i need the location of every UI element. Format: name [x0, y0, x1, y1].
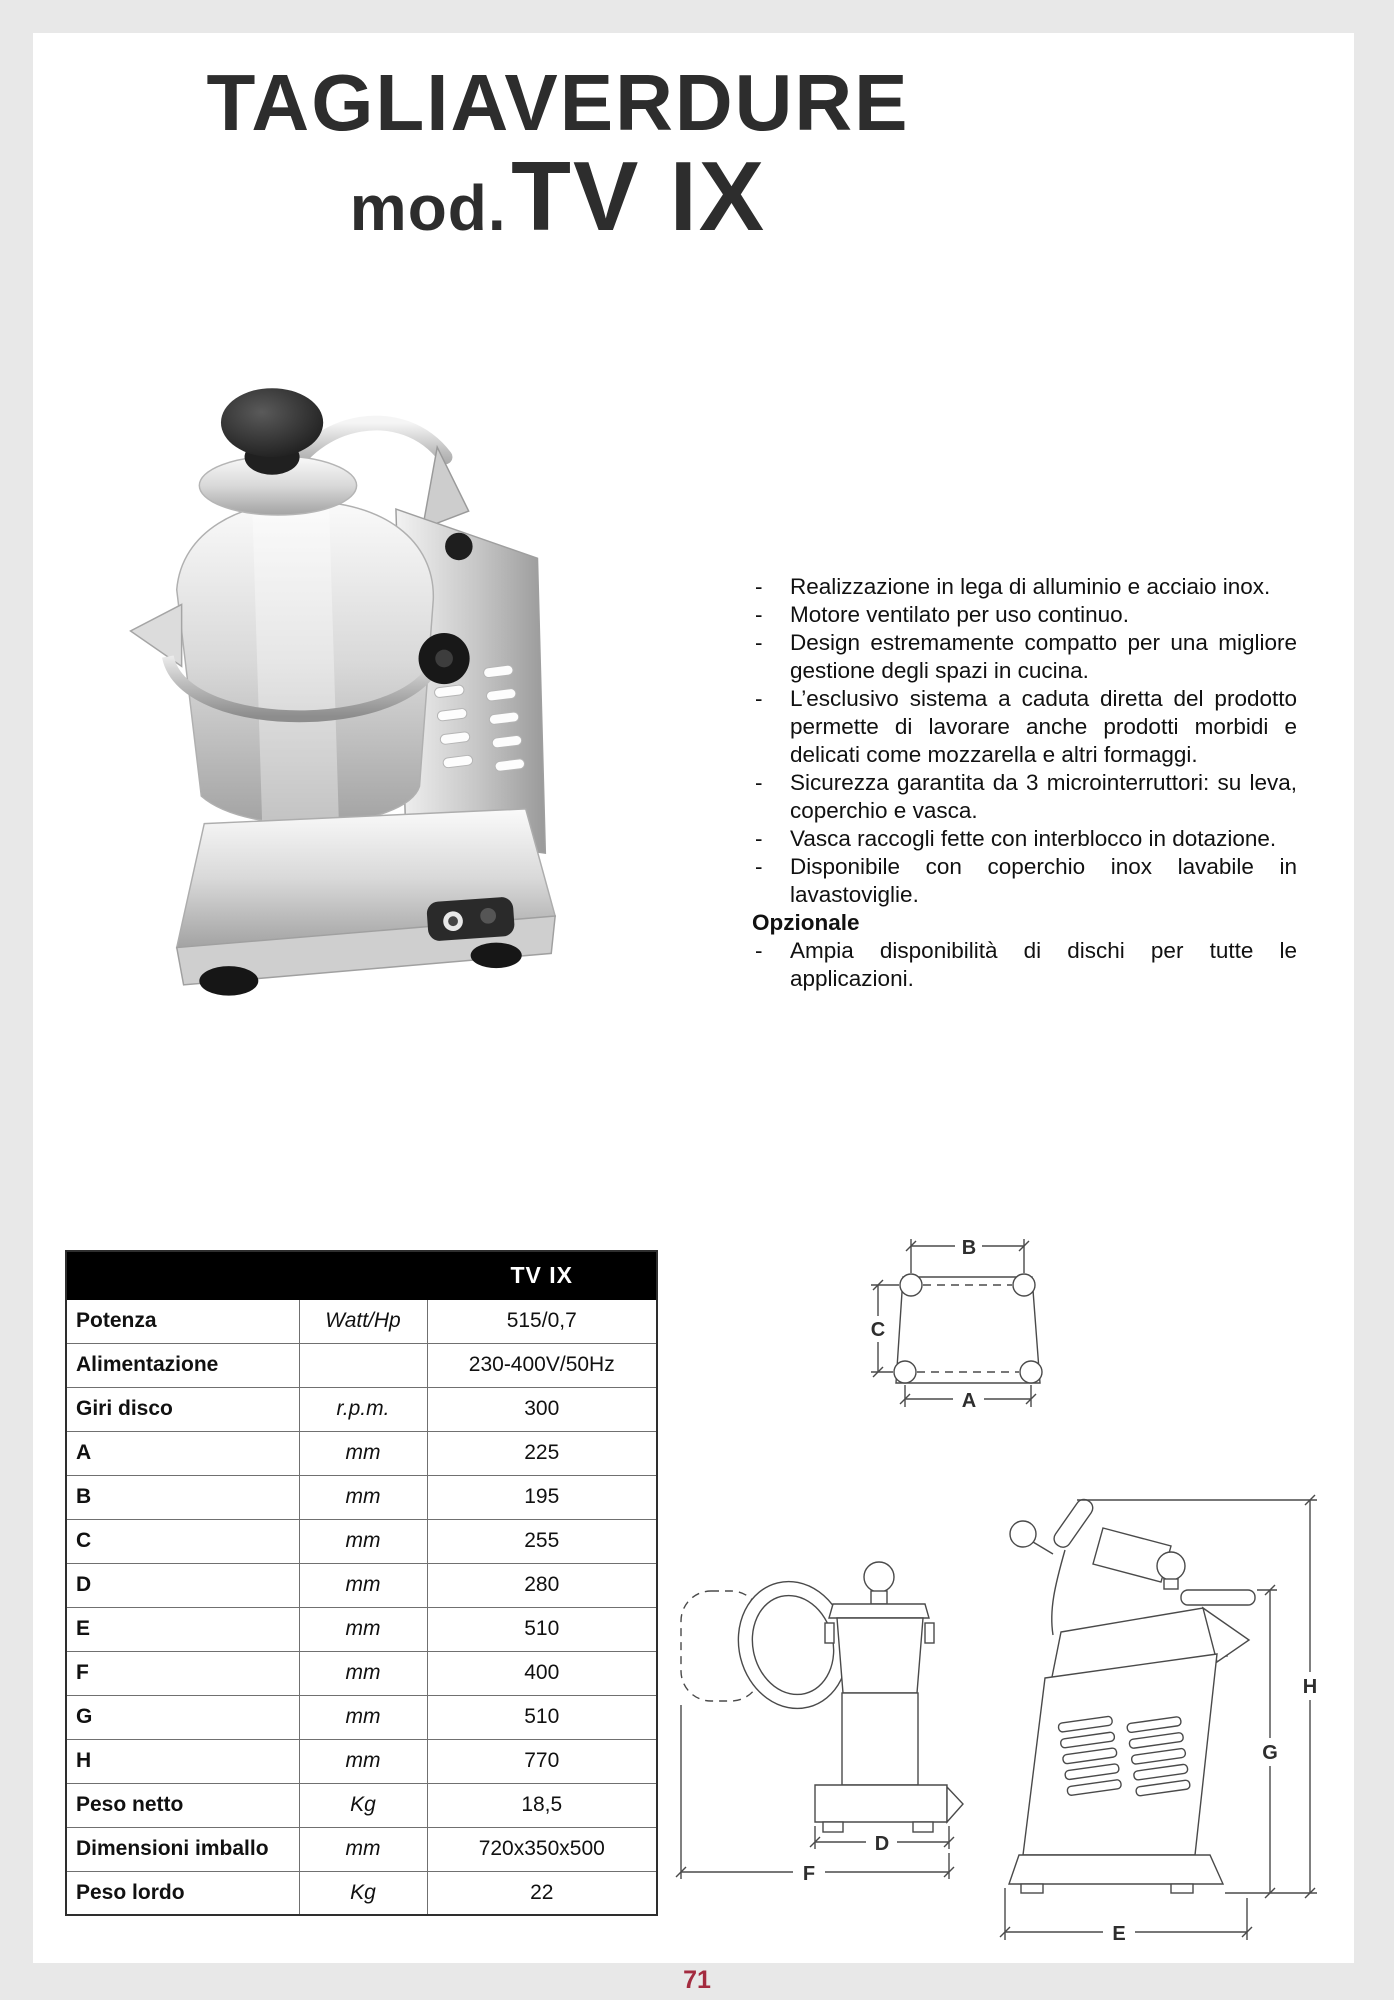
feature-text: Design estremamente compatto per una migliore gestione degli spazi in cucina.	[790, 630, 1297, 683]
spec-unit	[299, 1343, 427, 1387]
spec-value: 225	[427, 1431, 657, 1475]
spec-value: 400	[427, 1651, 657, 1695]
spec-value: 280	[427, 1563, 657, 1607]
table-row	[66, 1563, 657, 1607]
dim-label-D: D	[874, 1833, 890, 1855]
feature-item	[752, 937, 1297, 993]
spec-value: 255	[427, 1519, 657, 1563]
bullet-dash: -	[755, 630, 763, 655]
dim-label-G: G	[1262, 1742, 1278, 1764]
optional-heading: Opzionale	[752, 910, 860, 935]
spec-label: C	[66, 1519, 299, 1563]
table-row	[66, 1343, 657, 1387]
spec-label: Dimensioni imballo	[66, 1827, 299, 1871]
page-number: 71	[683, 1966, 711, 1994]
spec-unit: mm	[299, 1739, 427, 1783]
spec-unit: mm	[299, 1651, 427, 1695]
spec-label: Peso netto	[66, 1783, 299, 1827]
table-row	[66, 1519, 657, 1563]
feature-item	[752, 769, 1297, 825]
feature-item	[752, 825, 1297, 853]
power-switch	[426, 896, 515, 941]
page-subtitle	[53, 141, 1063, 251]
model-name: TV IX	[511, 141, 767, 251]
spec-label: A	[66, 1431, 299, 1475]
spec-value: 300	[427, 1387, 657, 1431]
spec-label: Peso lordo	[66, 1871, 299, 1915]
spec-label: Giri disco	[66, 1387, 299, 1431]
table-row	[66, 1607, 657, 1651]
spec-value: 770	[427, 1739, 657, 1783]
spec-value: 230-400V/50Hz	[427, 1343, 657, 1387]
spec-label: B	[66, 1475, 299, 1519]
table-row	[66, 1387, 657, 1431]
table-row	[66, 1695, 657, 1739]
feature-item	[752, 685, 1297, 769]
bowl	[131, 501, 470, 825]
dim-label-C: C	[870, 1319, 886, 1341]
dim-label-A: A	[961, 1390, 977, 1410]
bullet-dash: -	[755, 574, 763, 599]
spec-unit: mm	[299, 1431, 427, 1475]
feature-text: Ampia disponibilità di dischi per tutte le applicazioni.	[790, 938, 1297, 991]
spec-value: 195	[427, 1475, 657, 1519]
feature-list	[752, 573, 1297, 993]
spec-unit: Kg	[299, 1871, 427, 1915]
side-view-diagram	[965, 1470, 1345, 1960]
top-view-diagram	[865, 1215, 1070, 1410]
feature-item	[752, 853, 1297, 909]
table-row	[66, 1299, 657, 1343]
bullet-dash: -	[755, 770, 763, 795]
table-row	[66, 1871, 657, 1915]
spec-value: 515/0,7	[427, 1299, 657, 1343]
bullet-dash: -	[755, 826, 763, 851]
feature-item	[752, 629, 1297, 685]
bullet-dash: -	[755, 686, 763, 711]
table-row	[66, 1431, 657, 1475]
spec-unit: mm	[299, 1607, 427, 1651]
product-photo	[103, 358, 565, 1018]
spec-value: 18,5	[427, 1783, 657, 1827]
front-view-diagram	[665, 1525, 965, 1900]
spec-label: Potenza	[66, 1299, 299, 1343]
title-block	[53, 58, 1063, 251]
table-row	[66, 1783, 657, 1827]
spec-label: E	[66, 1607, 299, 1651]
table-row	[66, 1827, 657, 1871]
table-row	[66, 1651, 657, 1695]
dim-label-E: E	[1112, 1923, 1126, 1945]
feature-text: Sicurezza garantita da 3 microinterruttori: su leva, coperchio e vasca.	[790, 770, 1297, 823]
spec-label: Alimentazione	[66, 1343, 299, 1387]
feature-text: Realizzazione in lega di alluminio e acciaio inox.	[790, 574, 1271, 599]
feature-item	[752, 601, 1297, 629]
model-prefix: mod.	[349, 172, 507, 244]
feature-text: L’esclusivo sistema a caduta diretta del prodotto permette di lavorare anche prodotti morbidi e delicati come mozzarella e altri formaggi.	[790, 686, 1297, 767]
spec-unit: mm	[299, 1563, 427, 1607]
dim-label-B: B	[961, 1237, 977, 1259]
spec-unit: mm	[299, 1827, 427, 1871]
table-row	[66, 1475, 657, 1519]
spec-label: H	[66, 1739, 299, 1783]
feature-text: Motore ventilato per uso continuo.	[790, 602, 1129, 627]
spec-unit: r.p.m.	[299, 1387, 427, 1431]
spec-unit: mm	[299, 1475, 427, 1519]
bullet-dash: -	[755, 854, 763, 879]
feature-item	[752, 573, 1297, 601]
table-header-model: TV IX	[427, 1251, 657, 1299]
dim-label-H: H	[1302, 1676, 1318, 1698]
spec-value: 22	[427, 1871, 657, 1915]
dim-label-F: F	[802, 1863, 816, 1885]
page-title: TAGLIAVERDURE	[206, 58, 910, 147]
spec-value: 510	[427, 1695, 657, 1739]
table-header-spacer	[66, 1251, 427, 1299]
spec-label: D	[66, 1563, 299, 1607]
bullet-dash: -	[755, 938, 763, 963]
table-header-row	[66, 1251, 657, 1299]
bullet-dash: -	[755, 602, 763, 627]
feature-text: Vasca raccogli fette con interblocco in dotazione.	[790, 826, 1277, 851]
spec-unit: Kg	[299, 1783, 427, 1827]
feature-text: Disponibile con coperchio inox lavabile in lavastoviglie.	[790, 854, 1297, 907]
spec-unit: mm	[299, 1519, 427, 1563]
base	[177, 809, 555, 996]
spec-unit: Watt/Hp	[299, 1299, 427, 1343]
spec-value: 720x350x500	[427, 1827, 657, 1871]
spec-table	[65, 1250, 658, 1916]
spec-label: G	[66, 1695, 299, 1739]
spec-value: 510	[427, 1607, 657, 1651]
lid-and-pusher	[199, 388, 356, 515]
table-row	[66, 1739, 657, 1783]
spec-unit: mm	[299, 1695, 427, 1739]
page-sheet	[33, 33, 1354, 1963]
spec-label: F	[66, 1651, 299, 1695]
